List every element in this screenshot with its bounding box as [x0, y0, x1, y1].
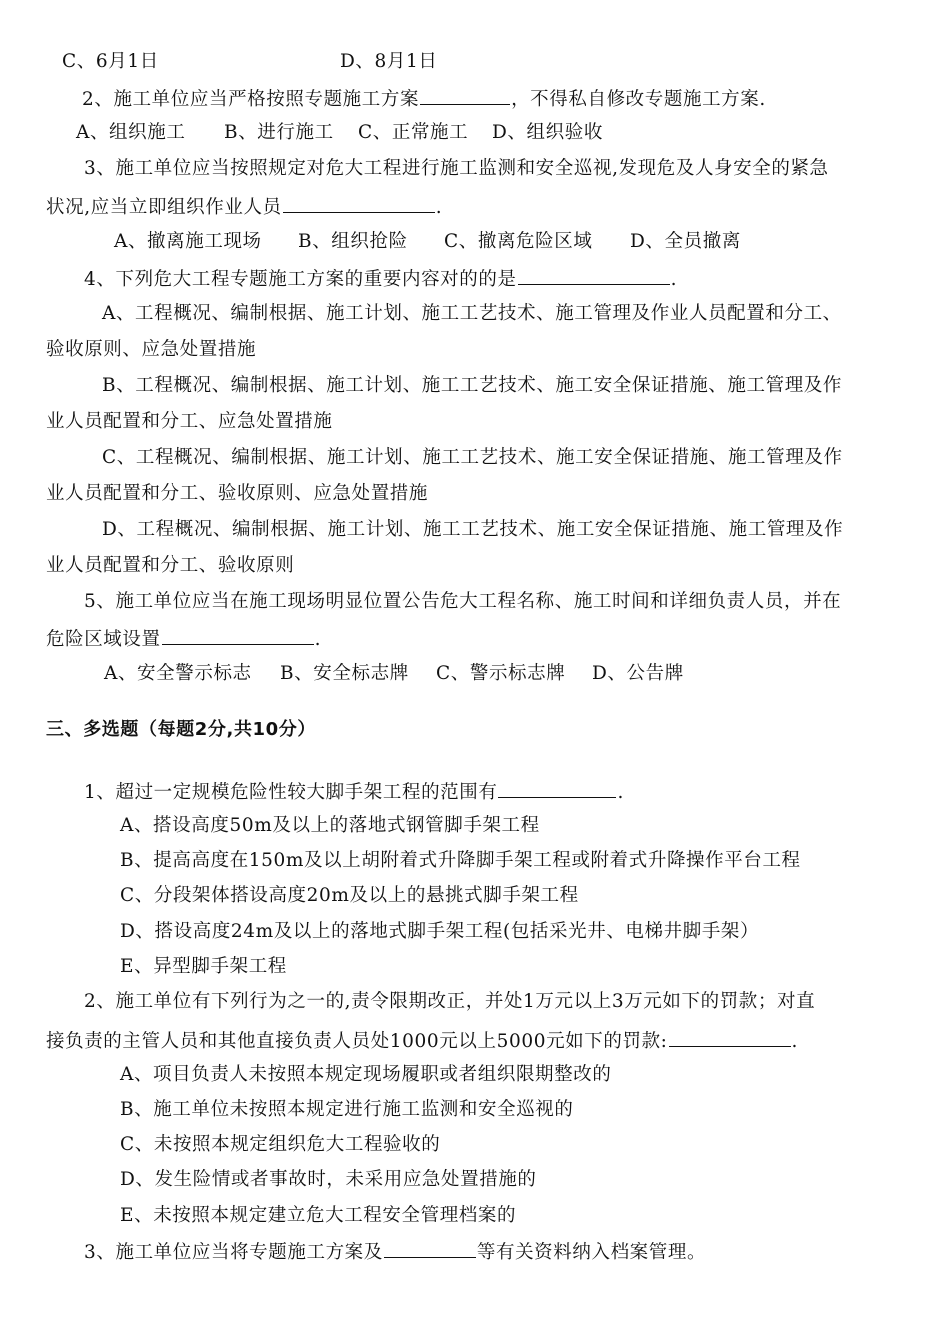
answer-blank [518, 266, 670, 285]
q4-option-c-line2: 业人员配置和分工、验收原则、应急处置措施 [46, 483, 429, 504]
q5-options [104, 662, 684, 686]
section-heading: 三、多选题（每题2分,共10分） [46, 719, 317, 740]
option-c: C、警示标志牌 [436, 663, 566, 684]
q4-option-b-line2: 业人员配置和分工、应急处置措施 [46, 411, 333, 432]
answer-blank [162, 626, 314, 645]
m1-stem: 1、超过一定规模危险性较大脚手架工程的范围有 . [84, 779, 624, 805]
option-a: A、撤离施工现场 [114, 231, 262, 252]
m1-option-a: A、搭设高度50m及以上的落地式钢管脚手架工程 [120, 815, 540, 836]
q3-options [114, 230, 741, 254]
m1-option-c: C、分段架体搭设高度20m及以上的悬挑式脚手架工程 [120, 885, 579, 906]
m2-option-c: C、未按照本规定组织危大工程验收的 [120, 1134, 441, 1155]
q4-option-b-line1: B、工程概况、编制根据、施工计划、施工工艺技术、施工安全保证措施、施工管理及作 [102, 375, 842, 396]
option-d: D、8月1日 [340, 51, 438, 72]
option-d: D、公告牌 [592, 663, 684, 684]
m1-option-e: E、异型脚手架工程 [120, 956, 287, 977]
q4-option-a-line2: 验收原则、应急处置措施 [46, 339, 257, 360]
q3-stem-line1: 3、施工单位应当按照规定对危大工程进行施工监测和安全巡视,发现危及人身安全的紧急 [84, 158, 829, 179]
option-c: C、撤离危险区域 [444, 231, 593, 252]
answer-blank [420, 86, 510, 105]
q4-option-a-line1: A、工程概况、编制根据、施工计划、施工工艺技术、施工管理及作业人员配置和分工、 [102, 303, 842, 324]
m2-option-e: E、未按照本规定建立危大工程安全管理档案的 [120, 1205, 517, 1226]
q2-stem: 2、施工单位应当严格按照专题施工方案 ，不得私自修改专题施工方案. [82, 86, 766, 112]
answer-blank [669, 1028, 791, 1047]
option-d: D、全员撤离 [630, 231, 741, 252]
q4-option-d-line1: D、工程概况、编制根据、施工计划、施工工艺技术、施工安全保证措施、施工管理及作 [102, 519, 844, 540]
answer-blank [498, 779, 616, 798]
m1-option-b: B、提高高度在150m及以上胡附着式升降脚手架工程或附着式升降操作平台工程 [120, 850, 801, 871]
q4-stem: 4、下列危大工程专题施工方案的重要内容对的的是 . [84, 266, 677, 292]
option-b: B、安全标志牌 [280, 663, 409, 684]
q5-stem-line1: 5、施工单位应当在施工现场明显位置公告危大工程名称、施工时间和详细负责人员，并在 [84, 591, 842, 612]
m2-stem-line1: 2、施工单位有下列行为之一的,责令限期改正，并处1万元以上3万元如下的罚款；对直 [84, 991, 816, 1012]
q5-stem-line2: 危险区域设置 . [46, 626, 321, 652]
option-b: B、组织抢险 [298, 231, 408, 252]
option-b: B、进行施工 [224, 122, 334, 143]
m2-stem-line2: 接负责的主管人员和其他直接负责人员处1000元以上5000元如下的罚款: . [46, 1028, 798, 1054]
option-c: C、正常施工 [358, 122, 469, 143]
m2-option-d: D、发生险情或者事故时，未采用应急处置措施的 [120, 1169, 537, 1190]
m1-option-d: D、搭设高度24m及以上的落地式脚手架工程(包括采光井、电梯井脚手架） [120, 921, 760, 942]
option-a: A、安全警示标志 [104, 663, 252, 684]
m3-stem: 3、施工单位应当将专题施工方案及 等有关资料纳入档案管理。 [84, 1239, 706, 1265]
option-a: A、组织施工 [76, 122, 186, 143]
q3-stem-line2: 状况,应当立即组织作业人员 . [46, 194, 442, 220]
answer-blank [283, 194, 435, 213]
q4-option-c-line1: C、工程概况、编制根据、施工计划、施工工艺技术、施工安全保证措施、施工管理及作 [102, 447, 843, 468]
m2-option-b: B、施工单位未按照本规定进行施工监测和安全巡视的 [120, 1099, 574, 1120]
option-d: D、组织验收 [492, 122, 603, 143]
q2-options [76, 121, 603, 145]
prev-options-row [62, 50, 437, 74]
m2-option-a: A、项目负责人未按照本规定现场履职或者组织限期整改的 [120, 1064, 612, 1085]
q4-option-d-line2: 业人员配置和分工、验收原则 [46, 555, 295, 576]
option-c: C、6月1日 [62, 51, 159, 72]
answer-blank [384, 1239, 476, 1258]
